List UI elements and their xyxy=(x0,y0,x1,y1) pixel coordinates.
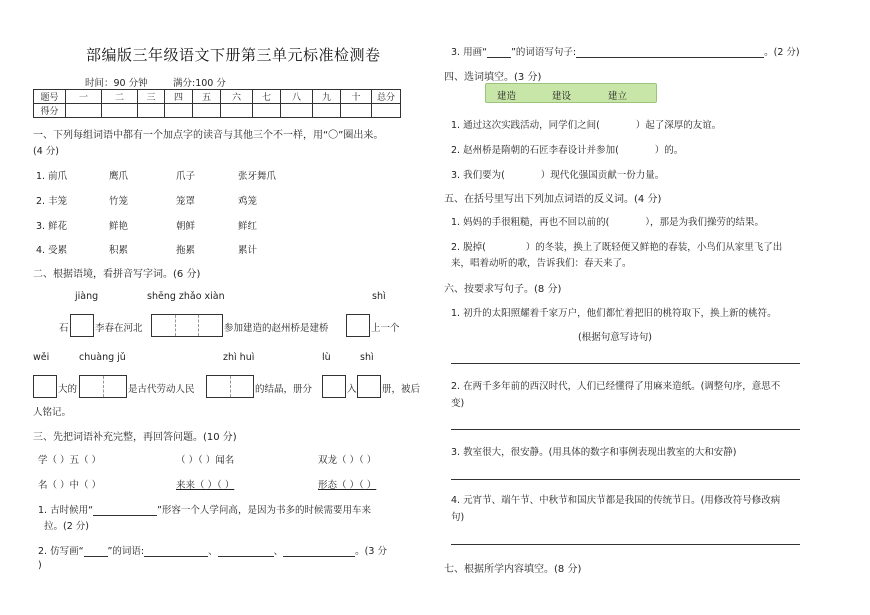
writing-grid[interactable] xyxy=(346,314,370,337)
question-text: 3. 我们要为( xyxy=(451,170,505,181)
question-text: ”形容一个人学问高，是因为书多的时候需要用车来 xyxy=(157,505,371,516)
answer-blank[interactable] xyxy=(144,546,208,557)
score-cell: 四 xyxy=(165,90,193,104)
score-row-label: 得分 xyxy=(34,104,66,118)
score-table-score-row xyxy=(34,104,401,118)
sentence-text: 参加建造的赵州桥是建桥 xyxy=(224,323,329,334)
score-cell: 总分 xyxy=(372,90,401,104)
question-text: ）现代化强国贡献一份力量。 xyxy=(540,170,665,181)
pinyin: shì xyxy=(360,352,374,363)
writing-grid[interactable] xyxy=(322,375,346,398)
word-item: 朝鲜 xyxy=(176,221,196,232)
question-text: ），那是为我们操劳的结果。 xyxy=(645,217,765,228)
idiom-fill[interactable]: 学（ ）五（ ） xyxy=(38,455,102,466)
score-cell: 一 xyxy=(66,90,102,104)
score-input-cell[interactable] xyxy=(313,104,341,118)
question-line xyxy=(451,239,782,253)
sentence-text: 大的 xyxy=(58,384,78,395)
word-item: 积累 xyxy=(109,245,129,256)
section-5-heading: 五、在括号里写出下列加点词语的反义词。(4 分) xyxy=(444,194,662,205)
writing-grid[interactable] xyxy=(357,375,381,398)
score-cell: 八 xyxy=(281,90,313,104)
question-text: 来，唱着动听的歌，告诉我们：春天来了。 xyxy=(451,258,632,269)
score-input-cell[interactable] xyxy=(341,104,372,118)
pinyin: shēng zhǎo xiàn xyxy=(147,291,225,302)
word-item: 4. 受累 xyxy=(36,245,68,256)
question-text: ”的词语写句子: xyxy=(511,47,577,58)
question-line xyxy=(38,543,387,557)
question-line xyxy=(451,214,764,228)
sentence-text: 入 xyxy=(347,384,357,395)
question-line xyxy=(451,117,721,131)
word-item: 鲜艳 xyxy=(109,221,129,232)
word-item: 拖累 xyxy=(176,245,196,256)
question-text: 、 xyxy=(208,546,218,557)
score-cell: 十 xyxy=(341,90,372,104)
writing-grid[interactable] xyxy=(79,375,127,398)
question-text: ）的冬装，换上了既轻便又鲜艳的春装，小鸟们从家里飞了出 xyxy=(525,242,783,253)
word-item: 3. 鲜花 xyxy=(36,221,68,232)
score-input-cell[interactable] xyxy=(281,104,313,118)
question-text: 变) xyxy=(451,398,465,409)
score-input-cell[interactable] xyxy=(66,104,102,118)
score-input-cell[interactable] xyxy=(372,104,401,118)
sentence-text: 册，被后 xyxy=(382,384,421,395)
question-text: 2. 赵州桥是隋朝的石匠李春设计并参加( xyxy=(451,145,619,156)
pinyin: jiàng xyxy=(75,291,99,302)
score-input-cell[interactable] xyxy=(165,104,193,118)
writing-grid[interactable] xyxy=(206,375,254,398)
score-input-cell[interactable] xyxy=(138,104,165,118)
answer-blank[interactable] xyxy=(576,47,764,58)
score-cell: 六 xyxy=(221,90,253,104)
idiom-fill[interactable]: （ ）（ ）闻名 xyxy=(176,455,235,466)
section-7-heading: 七、根据所学内容填空。(8 分) xyxy=(444,564,582,575)
question-text: 3. 教室很大，很安静。(用具体的数字和事例表现出教室的大和安静) xyxy=(451,447,737,458)
question-line xyxy=(451,167,664,181)
word-item: 鲜红 xyxy=(238,221,258,232)
writing-grid[interactable] xyxy=(70,314,94,337)
question-text: 2. 脱掉( xyxy=(451,242,486,253)
question-text: 2. 仿写画“ xyxy=(38,546,84,557)
sentence-text: 李春在河北 xyxy=(95,323,143,334)
word-bank-item: 建立 xyxy=(608,91,628,102)
idiom-fill[interactable]: 形态（ ）（ ） xyxy=(318,480,377,491)
question-text: ”的词语: xyxy=(107,546,145,557)
question-text: 4. 元宵节、端午节、中秋节和国庆节都是我国的传统节日。(用修改符号修改病 xyxy=(451,495,781,506)
pinyin: chuàng jǔ xyxy=(79,352,126,363)
answer-line[interactable] xyxy=(451,479,800,480)
section-6-heading: 六、按要求写句子。(8 分) xyxy=(444,284,562,295)
score-input-cell[interactable] xyxy=(193,104,221,118)
section-1-heading: 一、下列每组词语中都有一个加点字的读音与其他三个不一样，用“〇”圈出来。 xyxy=(33,130,384,141)
word-bank-item: 建造 xyxy=(497,91,517,102)
score-input-cell[interactable] xyxy=(221,104,253,118)
question-text: 拉。(2 分) xyxy=(44,521,89,532)
score-cell: 三 xyxy=(138,90,165,104)
question-text: ）起了深厚的友谊。 xyxy=(635,120,722,131)
sentence-text: 是古代劳动人民 xyxy=(128,384,195,395)
answer-blank[interactable] xyxy=(93,505,157,516)
pinyin: zhì huì xyxy=(223,352,255,363)
question-text: ）的。 xyxy=(654,145,684,156)
question-text: 3. 用画“ xyxy=(451,47,488,58)
page-title: 部编版三年级语文下册第三单元标准检测卷 xyxy=(86,46,381,64)
question-line xyxy=(451,44,800,58)
exam-time: 时间：90 分钟 xyxy=(85,78,148,89)
section-3-heading: 三、先把词语补充完整，再回答问题。(10 分) xyxy=(33,432,237,443)
answer-blank[interactable] xyxy=(218,546,274,557)
section-4-heading: 四、选词填空。(3 分) xyxy=(444,72,542,83)
score-cell: 七 xyxy=(253,90,281,104)
word-item: 张牙舞爪 xyxy=(238,171,277,182)
answer-line[interactable] xyxy=(451,429,800,430)
question-line xyxy=(38,502,371,516)
word-item: 累计 xyxy=(238,245,258,256)
pinyin: lù xyxy=(322,352,331,363)
word-item: 竹笼 xyxy=(109,196,129,207)
sentence-text: 上一个 xyxy=(371,323,400,334)
question-text: 1. 古时候用“ xyxy=(38,505,94,516)
answer-blank[interactable] xyxy=(283,546,355,557)
answer-blank xyxy=(487,47,511,58)
score-cell: 九 xyxy=(313,90,341,104)
question-text: 。(2 分) xyxy=(764,47,800,58)
score-cell: 五 xyxy=(193,90,221,104)
idiom-fill[interactable]: 名（ ）中（ ） xyxy=(38,480,102,491)
answer-line[interactable] xyxy=(451,363,800,364)
question-text: 、 xyxy=(273,546,284,557)
word-item: 鹰爪 xyxy=(109,171,129,182)
idiom-fill[interactable]: 双龙（ ）（ ） xyxy=(318,455,377,466)
score-input-cell[interactable] xyxy=(253,104,281,118)
word-item: 爪子 xyxy=(176,171,196,182)
question-note: (根据句意写诗句) xyxy=(578,332,652,343)
full-score: 满分:100 分 xyxy=(173,78,226,89)
score-table xyxy=(33,89,401,118)
sentence-text: 石 xyxy=(59,323,69,334)
score-cell: 二 xyxy=(102,90,138,104)
sentence-text: 的结晶，册分 xyxy=(255,384,313,395)
section-1-points: (4 分) xyxy=(33,146,59,157)
answer-line[interactable] xyxy=(451,544,800,545)
answer-blank xyxy=(84,546,108,557)
question-line xyxy=(451,142,683,156)
question-text: 1. 初升的太阳照耀着千家万户，他们都忙着把旧的桃符取下，换上新的桃符。 xyxy=(451,308,777,319)
question-text: 1. 通过这次实践活动，同学们之间( xyxy=(451,120,600,131)
word-item: 2. 丰笼 xyxy=(36,196,68,207)
pinyin: wěi xyxy=(33,352,50,363)
sentence-text: 人铭记。 xyxy=(33,407,72,418)
score-table-header-row xyxy=(34,90,401,104)
word-item: 鸡笼 xyxy=(238,196,258,207)
word-bank-item: 建设 xyxy=(552,91,572,102)
question-text: ) xyxy=(38,560,42,571)
score-cell: 题号 xyxy=(34,90,66,104)
word-item: 1. 前爪 xyxy=(36,171,68,182)
writing-grid[interactable] xyxy=(33,375,57,398)
score-input-cell[interactable] xyxy=(102,104,138,118)
question-text: 句) xyxy=(451,512,465,523)
word-item: 笼罩 xyxy=(176,196,196,207)
question-text: 。(3 分 xyxy=(355,546,387,557)
writing-grid[interactable] xyxy=(151,314,223,337)
question-text: 1. 妈妈的手很粗糙，再也不回以前的( xyxy=(451,217,610,228)
idiom-fill[interactable]: 来来（ ）（ ） xyxy=(176,480,235,491)
question-text: 2. 在两千多年前的西汉时代，人们已经懂得了用麻来造纸。(调整句序，意思不 xyxy=(451,381,781,392)
pinyin: shì xyxy=(372,291,386,302)
section-2-heading: 二、根据语境，看拼音写字词。(6 分) xyxy=(33,269,201,280)
